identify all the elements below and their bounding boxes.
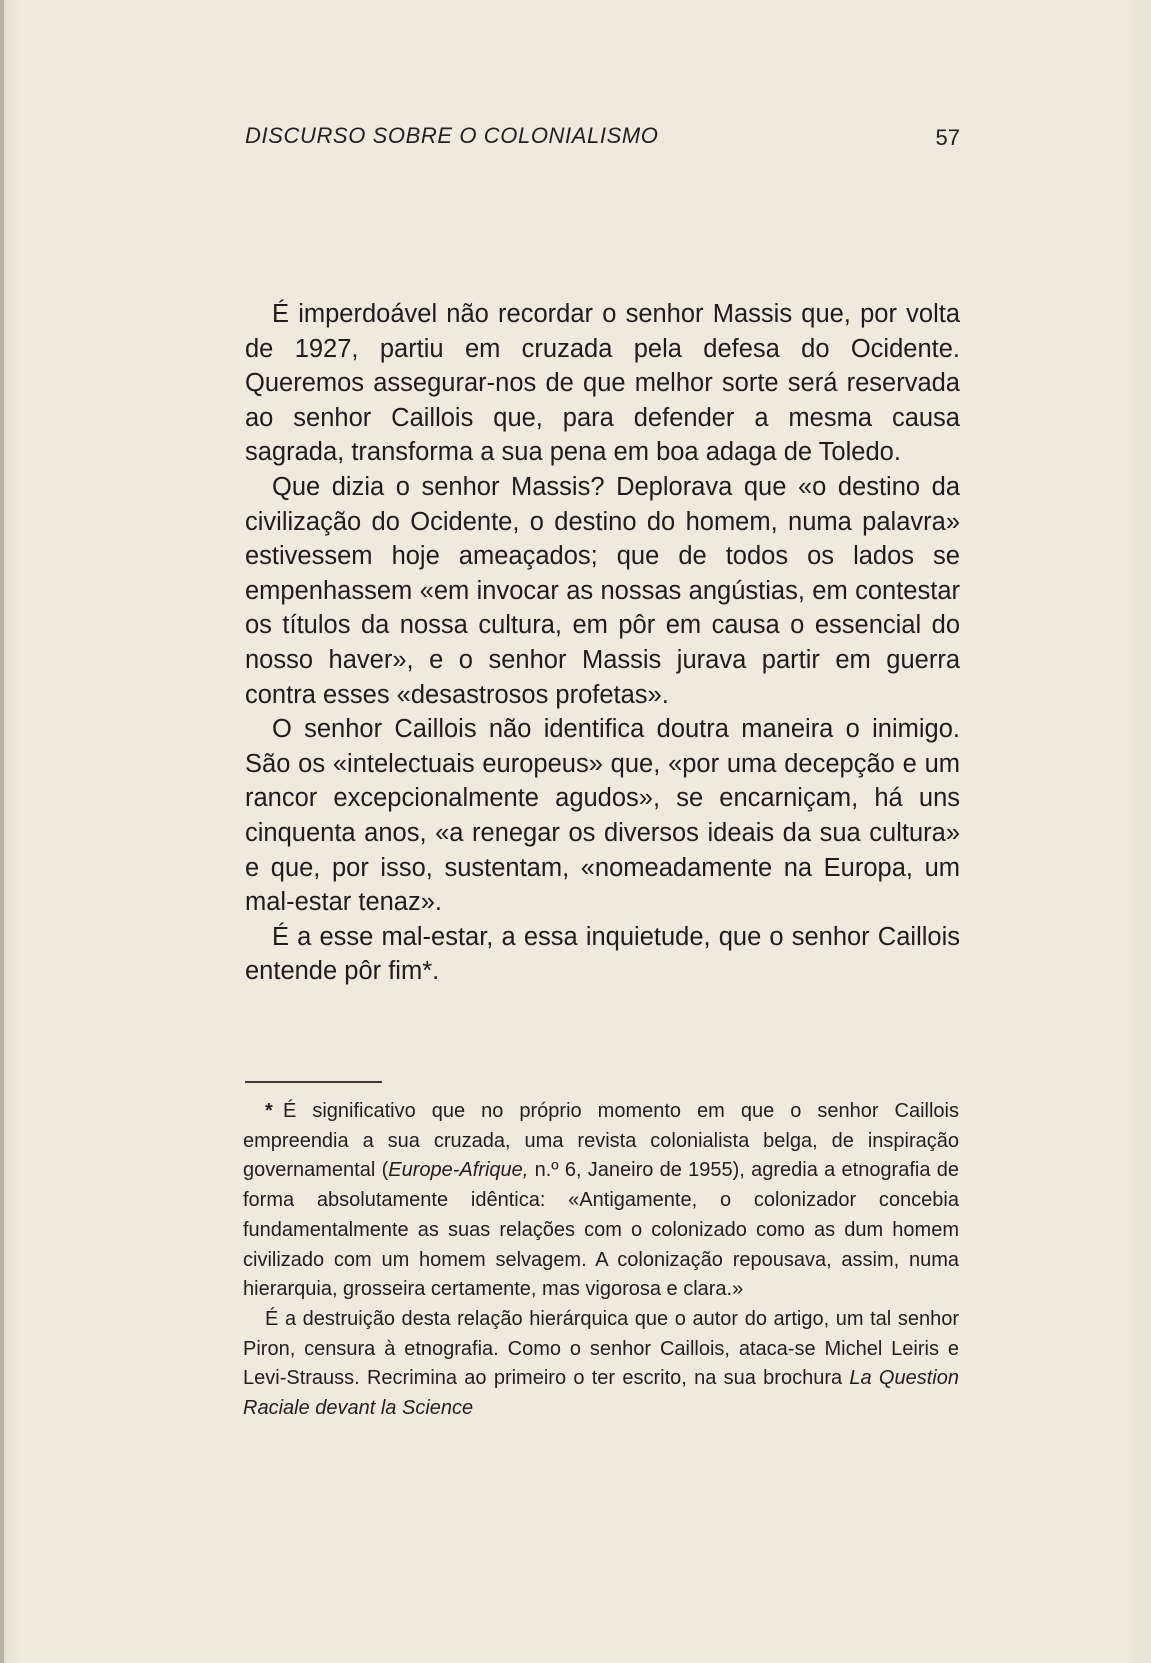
- footnote-1-text-end: n.º 6, Janeiro de 1955), agredia a etnografia de forma absolutamente idêntica: «Antigamente, o colonizador concebia fundamentalmente as suas relações com o colonizado como as dum homem civilizado com um homem selvagem. A colonização repousava, assim, numa hierarquia, grosseira certamente, mas vigorosa e clara.»: [243, 1159, 959, 1301]
- body-paragraph-3: O senhor Caillois não identifica doutra maneira o inimigo. São os «intelectuais europeus» que, «por uma decepção e um rancor excepcionalmente agudos», se encarniçam, há uns cinquenta anos, «a renegar os diversos ideais da sua cultura» e que, por isso, sustentam, «nomeadamente na Europa, um mal-estar tenaz».: [245, 715, 960, 917]
- page-left-edge: [0, 0, 4, 1663]
- footnote-publication-title: Europe-Afrique,: [388, 1159, 529, 1182]
- footnote-marker: *: [265, 1100, 273, 1122]
- page-number: 57: [935, 125, 960, 150]
- running-head: DISCURSO SOBRE O COLONIALISMO: [245, 123, 659, 148]
- footnote-1-text-start: É significativo que no próprio momento em que o senhor Caillois empreendia a sua cruzada, uma revista colonialista belga, de inspiração governamental (: [243, 1100, 959, 1182]
- footnote-paragraph-1: [243, 1097, 959, 1305]
- body-paragraph-4: É a esse mal-estar, a essa inquietude, que o senhor Caillois entende pôr fim*.: [245, 922, 960, 986]
- footnote-paragraph-2: [243, 1305, 959, 1424]
- footnote-book-title: La Question Raciale devant la Science: [243, 1367, 959, 1420]
- body-paragraph-2: Que dizia o senhor Massis? Deplorava que «o destino da civilização do Ocidente, o destino do homem, numa palavra» estivessem hoje ameaçados; que de todos os lados se empenhassem «em invocar as nossas angústias, em contestar os títulos da nossa cultura, em pôr em causa o essencial do nosso haver», e o senhor Massis jurava partir em guerra contra esses «desastrosos profetas».: [245, 472, 960, 709]
- body-paragraph-1: É imperdoável não recordar o senhor Massis que, por volta de 1927, partiu em cruzada pela defesa do Ocidente. Queremos assegurar-nos de que melhor sorte será reservada ao senhor Caillois que, para defender a mesma causa sagrada, transforma a sua pena em boa adaga de Toledo.: [245, 300, 960, 467]
- main-text: [245, 297, 960, 989]
- footnotes: [243, 1097, 959, 1424]
- footnote-2-text: É a destruição desta relação hierárquica que o autor do artigo, um tal senhor Piron, censura à etnografia. Como o senhor Caillois, ataca-se Michel Leiris e Levi-Strauss. Recrimina ao primeiro o ter escrito, na sua brochura: [243, 1307, 959, 1390]
- footnote-separator: [245, 1081, 382, 1083]
- page-header: [245, 118, 960, 158]
